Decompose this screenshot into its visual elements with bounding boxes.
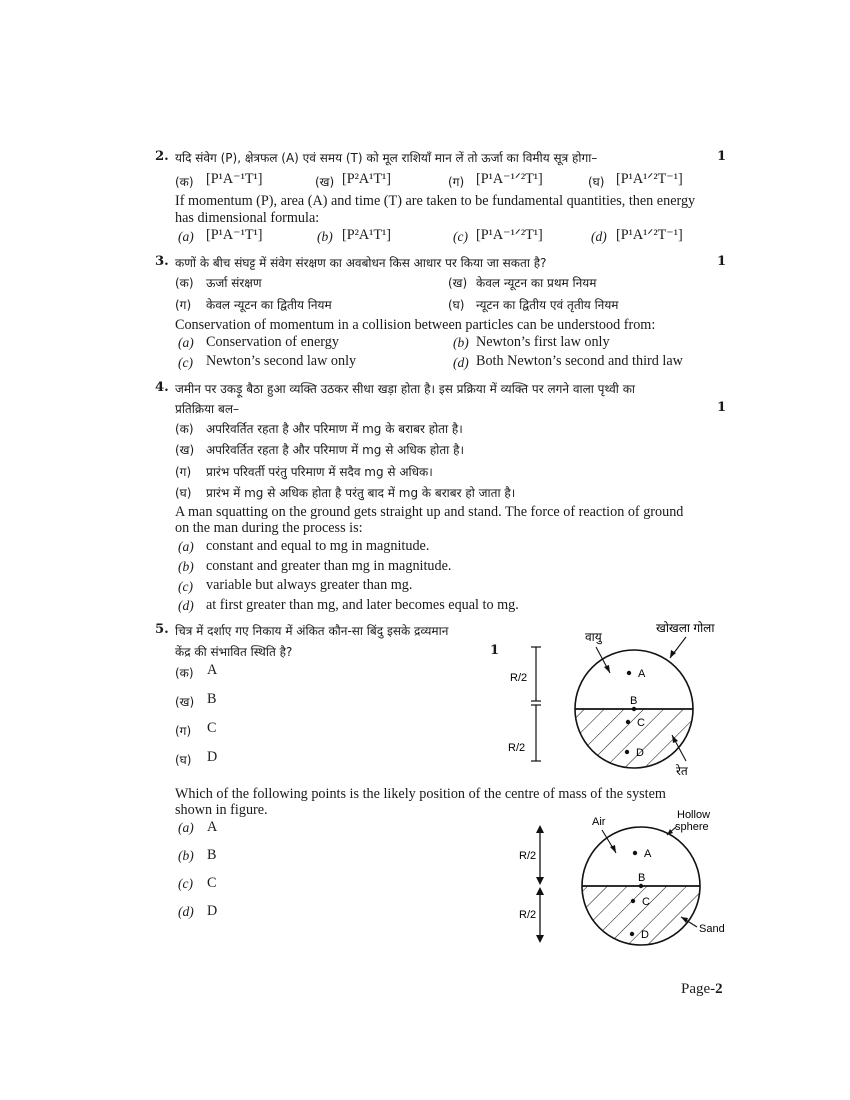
page-number-value: 2 bbox=[715, 981, 723, 997]
q5-en-opt-label: (b) bbox=[178, 848, 194, 863]
q3-english-question: Conservation of momentum in a collision between particles can be understood from: bbox=[175, 317, 656, 333]
point-d-label: D bbox=[641, 929, 649, 941]
q5-en-opt-text: D bbox=[207, 903, 218, 919]
q2-hi-opt-text: [P¹A⁻¹T¹] bbox=[206, 171, 263, 187]
page-number bbox=[681, 981, 723, 998]
point-b-dot bbox=[632, 707, 636, 711]
point-a-label: A bbox=[644, 848, 652, 860]
q2-number: 2. bbox=[155, 149, 169, 164]
q5-en-opt-text: B bbox=[207, 847, 217, 863]
q5-en-opt-label: (a) bbox=[178, 820, 194, 835]
q4-hi-opt-text: प्रारंभ में mg से अधिक होता है परंतु बाद में mg के बराबर हो जाता है। bbox=[206, 486, 516, 500]
q3-hi-opt-label: (क) bbox=[175, 276, 194, 290]
q3-hi-opt-text: न्यूटन का द्वितीय एवं तृतीय नियम bbox=[476, 298, 619, 312]
q4-hindi-question-line1: जमीन पर उकड़ू बैठा हुआ व्यक्ति उठकर सीधा खड़ा होता है। इस प्रक्रिया में व्यक्ति पर लगने वाला पृथ्वी का bbox=[175, 382, 636, 396]
q5-en-opt-text: C bbox=[207, 875, 217, 891]
q2-english-question-line1: If momentum (P), area (A) and time (T) are taken to be fundamental quantities, then energy bbox=[175, 193, 696, 209]
q3-en-opt-label: (c) bbox=[178, 355, 193, 370]
sand-label: Sand bbox=[699, 923, 725, 935]
point-d-label: D bbox=[636, 747, 644, 759]
q4-hindi-question-line2: प्रतिक्रिया बल– bbox=[175, 402, 239, 416]
q4-number: 4. bbox=[155, 380, 169, 395]
q2-hi-opt-text: [P¹A¹ᐟ²T⁻¹] bbox=[616, 171, 683, 187]
q4-en-opt-label: (b) bbox=[178, 559, 194, 574]
q5-en-opt-label: (c) bbox=[178, 876, 193, 891]
q3-en-opt-text: Newton’s first law only bbox=[476, 334, 610, 350]
q2-english-question-line2: has dimensional formula: bbox=[175, 210, 320, 226]
q2-en-opt-text: [P¹A⁻¹ᐟ²T¹] bbox=[476, 227, 543, 243]
q4-hi-opt-text: अपरिवर्तित रहता है और परिमाण में mg के बराबर होता है। bbox=[206, 422, 463, 436]
q5-hi-opt-text: B bbox=[207, 691, 217, 707]
sand-label: रेत bbox=[676, 764, 688, 778]
point-a-dot bbox=[627, 671, 631, 675]
q4-en-opt-text: constant and greater than mg in magnitude. bbox=[206, 558, 452, 574]
q5-hindi-question-line2: केंद्र की संभावित स्थिति है? bbox=[175, 645, 293, 659]
q3-number: 3. bbox=[155, 254, 169, 269]
q2-hi-opt-label: (घ) bbox=[588, 175, 605, 189]
q5-hi-opt-label: (ख) bbox=[175, 695, 195, 709]
q4-en-opt-label: (d) bbox=[178, 598, 194, 613]
q5-hi-opt-label: (ग) bbox=[175, 724, 192, 738]
q3-en-opt-label: (b) bbox=[453, 335, 469, 350]
q2-hindi-question: यदि संवेग (P), क्षेत्रफल (A) एवं समय (T) को मूल राशियाँ मान लें तो ऊर्जा का विमीय सूत्र होगा– bbox=[175, 151, 598, 165]
q5-hindi-question-line1: चित्र में दर्शाए गए निकाय में अंकित कौन-सा बिंदु इसके द्रव्यमान bbox=[175, 624, 449, 638]
q5-hi-opt-label: (क) bbox=[175, 666, 194, 680]
r-half-label: R/2 bbox=[510, 672, 528, 684]
point-c-label: C bbox=[642, 896, 650, 908]
hindi-hollow-sphere-figure bbox=[500, 615, 740, 785]
q4-hi-opt-label: (ख) bbox=[175, 443, 195, 457]
q3-hi-opt-text: केवल न्यूटन का द्वितीय नियम bbox=[206, 298, 332, 312]
q3-marks: 1 bbox=[717, 254, 727, 269]
point-c-dot bbox=[631, 899, 635, 903]
air-label: Air bbox=[592, 816, 606, 828]
r-half-label: R/2 bbox=[519, 850, 537, 862]
q2-en-opt-label: (c) bbox=[453, 229, 468, 244]
q2-en-opt-label: (a) bbox=[178, 229, 194, 244]
q5-marks: 1 bbox=[490, 643, 500, 658]
q5-english-question-line2: shown in figure. bbox=[175, 802, 268, 818]
point-b-label: B bbox=[630, 695, 638, 707]
r-half-label: R/2 bbox=[508, 742, 526, 754]
q5-hi-opt-text: A bbox=[207, 662, 218, 678]
q3-en-opt-label: (a) bbox=[178, 335, 194, 350]
q3-hi-opt-label: (घ) bbox=[448, 298, 465, 312]
english-hollow-sphere-figure bbox=[510, 805, 740, 955]
q5-hi-opt-text: D bbox=[207, 749, 218, 765]
hollow-sphere-label-line1: Hollow bbox=[677, 809, 711, 821]
q4-en-opt-text: at first greater than mg, and later becomes equal to mg. bbox=[206, 597, 519, 613]
q3-en-opt-text: Conservation of energy bbox=[206, 334, 339, 350]
q5-english-question-line1: Which of the following points is the likely position of the centre of mass of the system bbox=[175, 786, 666, 802]
q2-hi-opt-label: (ख) bbox=[315, 175, 335, 189]
q2-marks: 1 bbox=[717, 149, 727, 164]
point-c-dot bbox=[626, 720, 630, 724]
q2-en-opt-label: (b) bbox=[317, 229, 333, 244]
point-b-label: B bbox=[638, 872, 646, 884]
q5-en-opt-label: (d) bbox=[178, 904, 194, 919]
q4-hi-opt-text: अपरिवर्तित रहता है और परिमाण में mg से अधिक होता है। bbox=[206, 443, 464, 457]
q4-en-opt-text: constant and equal to mg in magnitude. bbox=[206, 538, 430, 554]
q2-en-opt-text: [P¹A⁻¹T¹] bbox=[206, 227, 263, 243]
point-d-dot bbox=[630, 932, 634, 936]
q4-hi-opt-label: (घ) bbox=[175, 486, 192, 500]
point-d-dot bbox=[625, 750, 629, 754]
q2-hi-opt-label: (क) bbox=[175, 175, 194, 189]
q4-hi-opt-text: प्रारंभ परिवर्ती परंतु परिमाण में सदैव mg से अधिक। bbox=[206, 465, 433, 479]
q3-en-opt-text: Both Newton’s second and third law bbox=[476, 353, 683, 369]
q4-en-opt-label: (c) bbox=[178, 579, 193, 594]
point-c-label: C bbox=[637, 717, 645, 729]
q4-english-question-line2: on the man during the process is: bbox=[175, 520, 363, 536]
q3-hi-opt-text: केवल न्यूटन का प्रथम नियम bbox=[476, 276, 597, 290]
air-label: वायु bbox=[585, 630, 602, 644]
q5-hi-opt-text: C bbox=[207, 720, 217, 736]
q3-hi-opt-label: (ग) bbox=[175, 298, 192, 312]
q4-hi-opt-label: (क) bbox=[175, 422, 194, 436]
q4-en-opt-text: variable but always greater than mg. bbox=[206, 577, 413, 593]
q5-number: 5. bbox=[155, 622, 169, 637]
q2-en-opt-label: (d) bbox=[591, 229, 607, 244]
q2-hi-opt-text: [P¹A⁻¹ᐟ²T¹] bbox=[476, 171, 543, 187]
q4-english-question-line1: A man squatting on the ground gets straight up and stand. The force of reaction of ground bbox=[175, 504, 684, 520]
page-label: Page- bbox=[681, 981, 716, 997]
q3-hindi-question: कणों के बीच संघट्ट में संवेग संरक्षण का अवबोधन किस आधार पर किया जा सकता है? bbox=[175, 256, 547, 270]
q5-en-opt-text: A bbox=[207, 819, 218, 835]
point-b-dot bbox=[639, 884, 643, 888]
q2-hi-opt-text: [P²A¹T¹] bbox=[342, 171, 392, 187]
q3-en-opt-text: Newton’s second law only bbox=[206, 353, 357, 369]
q2-hi-opt-label: (ग) bbox=[448, 175, 465, 189]
q2-en-opt-text: [P¹A¹ᐟ²T⁻¹] bbox=[616, 227, 683, 243]
q3-en-opt-label: (d) bbox=[453, 355, 469, 370]
q2-en-opt-text: [P²A¹T¹] bbox=[342, 227, 392, 243]
q5-hi-opt-label: (घ) bbox=[175, 753, 192, 767]
point-a-dot bbox=[633, 851, 637, 855]
hollow-sphere-label: खोखला गोला bbox=[656, 621, 715, 635]
q4-hi-opt-label: (ग) bbox=[175, 465, 192, 479]
q3-hi-opt-label: (ख) bbox=[448, 276, 468, 290]
r-half-label: R/2 bbox=[519, 909, 537, 921]
q4-en-opt-label: (a) bbox=[178, 539, 194, 554]
sand-hatch bbox=[575, 709, 695, 769]
hollow-sphere-label-line2: sphere bbox=[675, 821, 709, 833]
q3-hi-opt-text: ऊर्जा संरक्षण bbox=[206, 276, 262, 290]
q4-marks: 1 bbox=[717, 400, 727, 415]
point-a-label: A bbox=[638, 668, 646, 680]
